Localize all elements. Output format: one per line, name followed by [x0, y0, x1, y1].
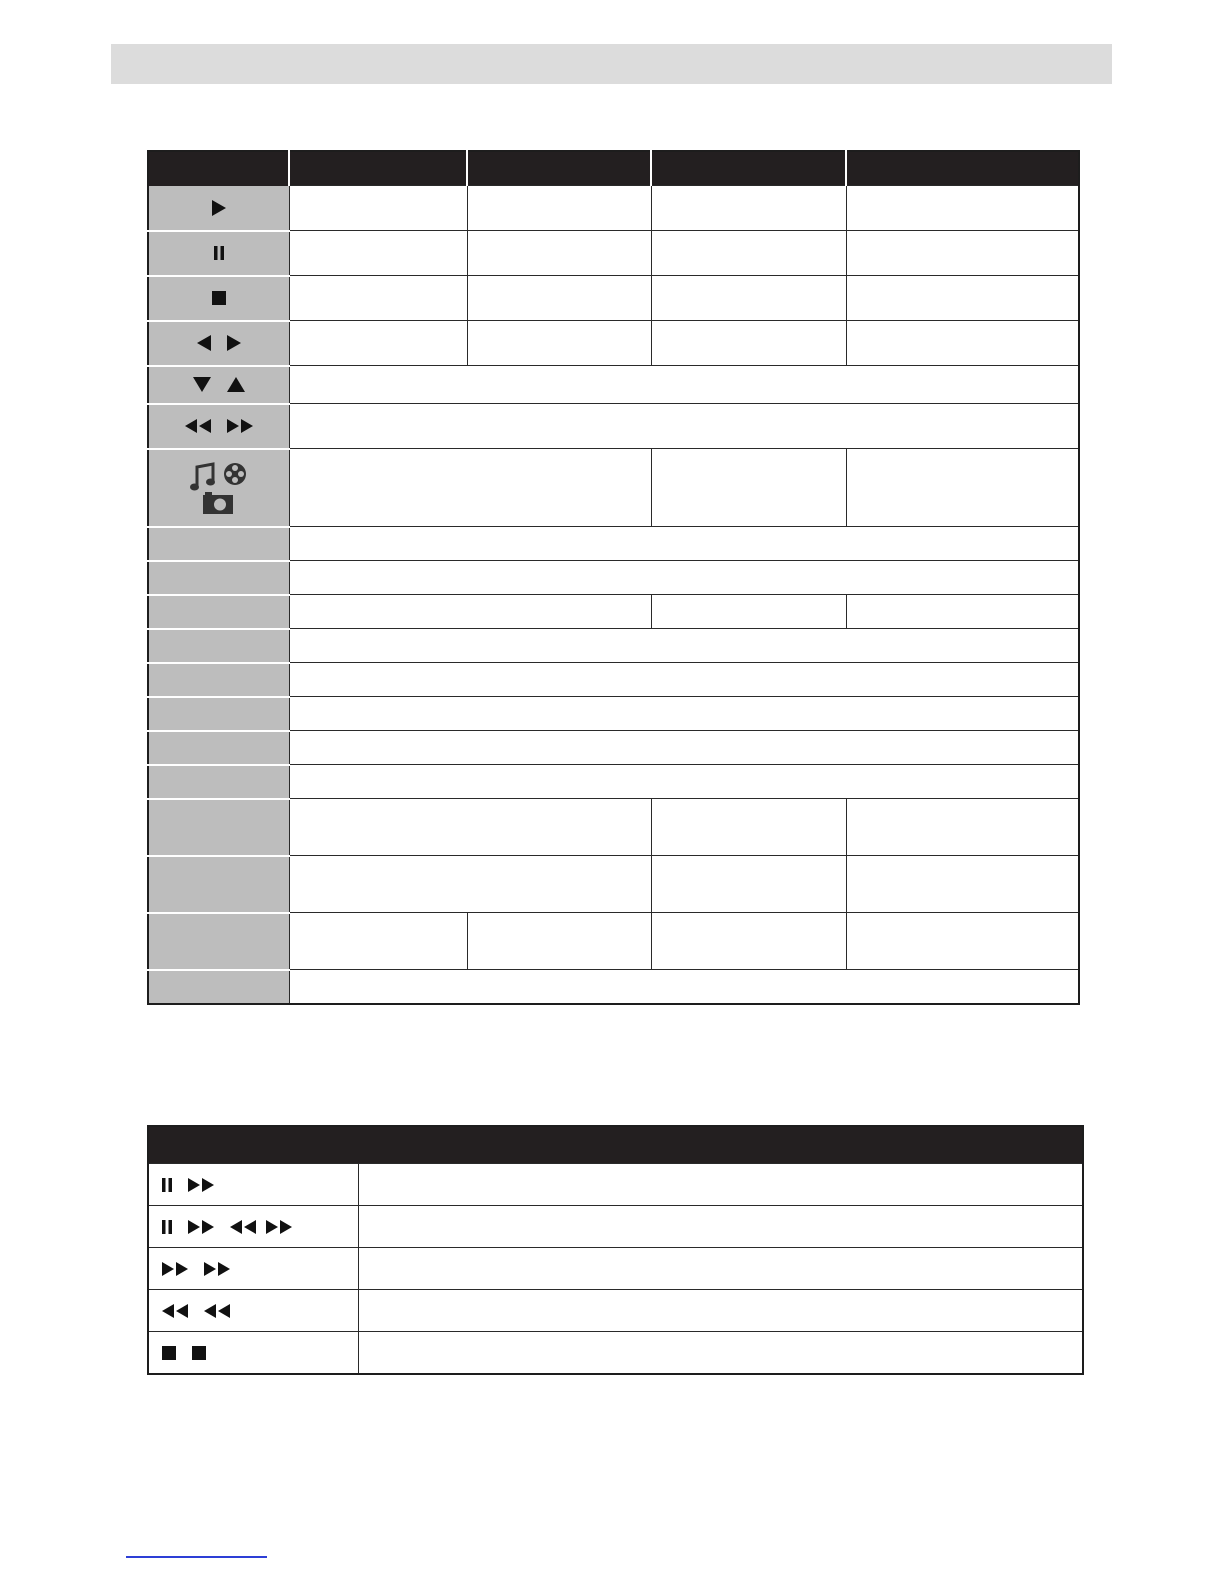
table-cell — [651, 231, 846, 276]
table-row — [148, 765, 1079, 799]
pause-icon — [161, 1219, 173, 1235]
description-cell — [358, 1206, 1083, 1248]
table-cell — [289, 856, 651, 913]
table-cell — [289, 765, 1079, 799]
section-header-band — [111, 44, 1112, 84]
table-cell — [467, 231, 651, 276]
table-row — [148, 366, 1079, 404]
table-cell — [846, 913, 1079, 970]
fast-forward-icon — [187, 1177, 215, 1193]
table-row — [148, 449, 1079, 527]
key-cell — [148, 765, 289, 799]
description-cell — [358, 1164, 1083, 1206]
table-cell — [289, 731, 1079, 765]
stop-icon — [211, 290, 227, 306]
table-cell — [846, 321, 1079, 366]
stop-icon — [191, 1345, 207, 1361]
table-cell — [289, 276, 467, 321]
table-cell — [289, 186, 467, 231]
fast-forward-icon — [203, 1261, 231, 1277]
table-cell — [651, 595, 846, 629]
table-row — [148, 970, 1079, 1004]
table-cell — [289, 799, 651, 856]
key-cell — [148, 970, 289, 1004]
table-cell — [289, 404, 1079, 449]
table-cell — [846, 595, 1079, 629]
table-cell — [289, 449, 651, 527]
key-cell — [148, 799, 289, 856]
column-header — [846, 151, 1079, 186]
table-row — [148, 276, 1079, 321]
key-cell — [148, 527, 289, 561]
table-cell — [651, 799, 846, 856]
key-cell — [148, 449, 289, 527]
key-cell — [148, 856, 289, 913]
table-cell — [846, 276, 1079, 321]
key-combo-cell — [148, 1206, 358, 1248]
up-arrow-icon — [226, 376, 246, 393]
table-cell — [651, 276, 846, 321]
key-cell — [148, 663, 289, 697]
fast-forward-icon — [265, 1219, 293, 1235]
key-cell — [148, 186, 289, 231]
table-row — [148, 321, 1079, 366]
key-cell — [148, 595, 289, 629]
table-row — [148, 527, 1079, 561]
table-row — [148, 1290, 1083, 1332]
table-cell — [467, 276, 651, 321]
table-cell — [289, 913, 467, 970]
table-row — [148, 1332, 1083, 1375]
table-cell — [467, 186, 651, 231]
table-row — [148, 231, 1079, 276]
table-cell — [846, 449, 1079, 527]
table-cell — [289, 231, 467, 276]
down-arrow-icon — [192, 376, 212, 393]
key-cell — [148, 321, 289, 366]
key-cell — [148, 697, 289, 731]
play-icon — [210, 199, 228, 217]
pause-icon — [161, 1177, 173, 1193]
table-row — [148, 1206, 1083, 1248]
table-row — [148, 663, 1079, 697]
table-header-row — [148, 1126, 1083, 1164]
key-combo-cell — [148, 1332, 358, 1375]
table-cell — [289, 321, 467, 366]
table-cell — [289, 970, 1079, 1004]
column-header — [467, 151, 651, 186]
table-row — [148, 913, 1079, 970]
key-cell — [148, 629, 289, 663]
table-cell — [651, 856, 846, 913]
table-row — [148, 731, 1079, 765]
table-cell — [289, 366, 1079, 404]
table-cell — [846, 186, 1079, 231]
rewind-icon — [203, 1303, 231, 1319]
key-combo-cell — [148, 1164, 358, 1206]
fast-forward-icon — [226, 418, 254, 434]
fast-forward-icon — [187, 1219, 215, 1235]
table-header-row — [148, 151, 1079, 186]
table-cell — [651, 186, 846, 231]
table-header — [148, 1126, 1083, 1164]
media-browser-key-table — [147, 150, 1080, 1005]
table-cell — [651, 913, 846, 970]
stop-icon — [161, 1345, 177, 1361]
description-cell — [358, 1248, 1083, 1290]
table-row — [148, 595, 1079, 629]
right-arrow-icon — [226, 334, 242, 352]
table-cell — [846, 856, 1079, 913]
key-cell — [148, 404, 289, 449]
media-type-icon — [189, 461, 249, 515]
description-cell — [358, 1290, 1083, 1332]
table-row — [148, 404, 1079, 449]
table-row — [148, 1164, 1083, 1206]
table-cell — [846, 799, 1079, 856]
table-row — [148, 856, 1079, 913]
table-cell — [289, 561, 1079, 595]
table-row — [148, 799, 1079, 856]
key-combo-cell — [148, 1290, 358, 1332]
key-cell — [148, 731, 289, 765]
table-row — [148, 561, 1079, 595]
key-cell — [148, 231, 289, 276]
key-cell — [148, 913, 289, 970]
description-cell — [358, 1332, 1083, 1375]
table-cell — [289, 697, 1079, 731]
table-cell — [846, 231, 1079, 276]
key-cell — [148, 366, 289, 404]
key-combination-table — [147, 1125, 1084, 1375]
key-combo-cell — [148, 1248, 358, 1290]
table-cell — [289, 629, 1079, 663]
left-arrow-icon — [196, 334, 212, 352]
table-cell — [651, 449, 846, 527]
table-row — [148, 186, 1079, 231]
key-cell — [148, 561, 289, 595]
footer-link-underline[interactable] — [126, 1556, 267, 1558]
rewind-icon — [161, 1303, 189, 1319]
table-cell — [467, 321, 651, 366]
table-cell — [467, 913, 651, 970]
fast-forward-icon — [161, 1261, 189, 1277]
column-header-key — [148, 151, 289, 186]
pause-icon — [213, 245, 225, 261]
rewind-icon — [184, 418, 212, 434]
column-header — [651, 151, 846, 186]
rewind-icon — [229, 1219, 257, 1235]
table-row — [148, 697, 1079, 731]
table-row — [148, 1248, 1083, 1290]
key-cell — [148, 276, 289, 321]
column-header — [289, 151, 467, 186]
table-cell — [289, 527, 1079, 561]
table-cell — [289, 663, 1079, 697]
table-cell — [289, 595, 651, 629]
table-cell — [651, 321, 846, 366]
table-row — [148, 629, 1079, 663]
